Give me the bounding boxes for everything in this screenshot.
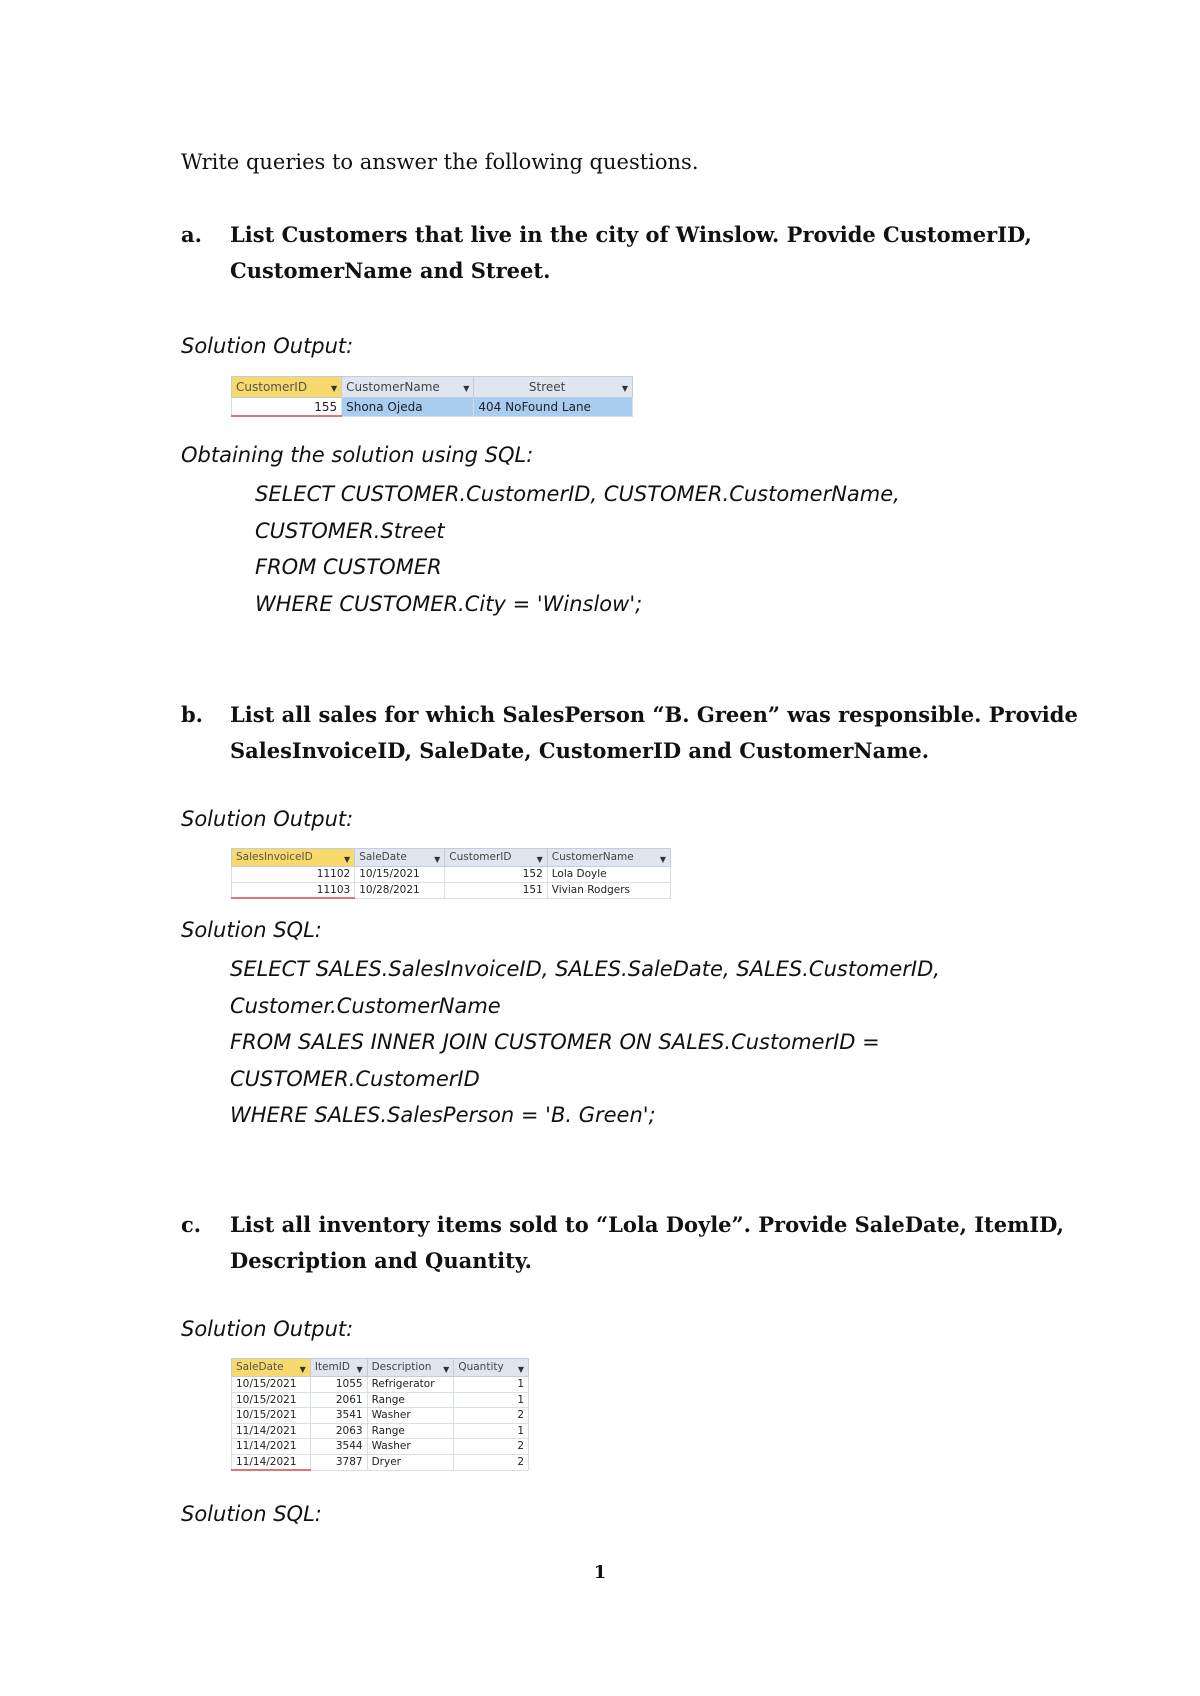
table-row <box>232 882 671 898</box>
sql-line: SELECT CUSTOMER.CustomerID, CUSTOMER.CustomerName, <box>255 482 900 506</box>
question-b-letter: b. <box>181 702 203 727</box>
dropdown-arrow-icon: ▼ <box>621 384 628 393</box>
column-header: CustomerName ▼ <box>342 377 474 398</box>
column-header: Quantity ▼ <box>454 1359 529 1377</box>
sql-line: CUSTOMER.Street <box>255 518 445 543</box>
table-cell: Vivian Rodgers <box>547 882 670 898</box>
column-header: SalesInvoiceID ▼ <box>232 849 355 867</box>
question-a-line1: List Customers that live in the city of Winslow. Provide CustomerID, <box>230 222 1032 247</box>
table-cell: 2063 <box>310 1423 367 1439</box>
table-row <box>232 1439 529 1455</box>
table-cell: 2 <box>454 1439 529 1455</box>
question-c-line2: Description and Quantity. <box>230 1248 532 1273</box>
question-c-line1: List all inventory items sold to “Lola Doyle”. Provide SaleDate, ItemID, <box>230 1212 1064 1237</box>
table-cell: 2 <box>454 1408 529 1424</box>
dropdown-arrow-icon: ▼ <box>344 855 351 864</box>
sql-line: Customer.CustomerName <box>230 993 501 1018</box>
sql-line: FROM SALES INNER JOIN CUSTOMER ON SALES.CustomerID = <box>230 1030 880 1054</box>
question-b-result-table <box>231 848 671 899</box>
table-cell: Washer <box>367 1408 454 1424</box>
question-c-sql-label: Solution SQL: <box>181 1502 322 1526</box>
sql-line: WHERE SALES.SalesPerson = 'B. Green'; <box>230 1103 656 1127</box>
table-cell: 10/15/2021 <box>232 1377 311 1393</box>
question-c-letter: c. <box>181 1212 202 1237</box>
table-cell: 2 <box>454 1454 529 1470</box>
table-cell: Dryer <box>367 1454 454 1470</box>
question-a-line2: CustomerName and Street. <box>230 258 551 283</box>
question-b-sql <box>230 951 940 1134</box>
dropdown-arrow-icon: ▼ <box>659 855 666 864</box>
column-header: CustomerName ▼ <box>547 849 670 867</box>
table-row <box>232 867 671 883</box>
table-cell: 11/14/2021 <box>232 1439 311 1455</box>
table-row <box>232 1408 529 1424</box>
column-header: ItemID ▼ <box>310 1359 367 1377</box>
table-cell: 1 <box>454 1423 529 1439</box>
table-row <box>232 398 633 417</box>
question-a-output-label: Solution Output: <box>181 334 354 358</box>
question-a-text <box>230 217 1032 289</box>
table-cell: Refrigerator <box>367 1377 454 1393</box>
question-a-letter: a. <box>181 222 202 247</box>
question-b-output-label: Solution Output: <box>181 807 354 831</box>
table-header-row <box>232 849 671 867</box>
table-row <box>232 1377 529 1393</box>
dropdown-arrow-icon: ▼ <box>536 855 543 864</box>
table-row <box>232 1392 529 1408</box>
question-c-output-label: Solution Output: <box>181 1317 354 1341</box>
dropdown-arrow-icon: ▼ <box>463 384 470 393</box>
sql-line: SELECT SALES.SalesInvoiceID, SALES.SaleDate, SALES.CustomerID, <box>230 957 940 981</box>
dropdown-arrow-icon: ▼ <box>356 1365 363 1374</box>
sort-arrow-icon: ▼ <box>299 1365 306 1374</box>
table-cell: Washer <box>367 1439 454 1455</box>
table-cell: 3787 <box>310 1454 367 1470</box>
column-header: Street ▼ <box>474 377 633 398</box>
table-cell: 11102 <box>232 867 355 883</box>
dropdown-arrow-icon: ▼ <box>330 384 338 393</box>
table-row <box>232 1454 529 1470</box>
question-a-sql <box>255 476 900 622</box>
table-cell: 155 <box>232 398 342 417</box>
table-cell: 1 <box>454 1392 529 1408</box>
table-cell: 11/14/2021 <box>232 1423 311 1439</box>
table-cell: 3541 <box>310 1408 367 1424</box>
table-cell: Shona Ojeda <box>342 398 474 417</box>
table-cell: 10/28/2021 <box>355 882 445 898</box>
sql-line: WHERE CUSTOMER.City = 'Winslow'; <box>255 591 643 616</box>
table-cell: 10/15/2021 <box>355 867 445 883</box>
column-header: CustomerID ▼ <box>232 377 342 398</box>
question-b-line1: List all sales for which SalesPerson “B. Green” was responsible. Provide <box>230 702 1078 727</box>
column-header: CustomerID ▼ <box>445 849 548 867</box>
table-cell: Lola Doyle <box>547 867 670 883</box>
question-a-sql-label: Obtaining the solution using SQL: <box>181 443 534 467</box>
page-number: 1 <box>593 1562 607 1583</box>
question-a-result-table <box>231 376 633 417</box>
table-cell: 404 NoFound Lane <box>474 398 633 417</box>
table-cell: 10/15/2021 <box>232 1392 311 1408</box>
question-b-sql-label: Solution SQL: <box>181 918 322 942</box>
table-cell: 11103 <box>232 882 355 898</box>
dropdown-arrow-icon: ▼ <box>443 1365 450 1374</box>
sql-line: FROM CUSTOMER <box>255 555 442 579</box>
table-header-row <box>232 1359 529 1377</box>
question-c-result-table <box>231 1358 529 1471</box>
table-cell: 1 <box>454 1377 529 1393</box>
question-b-line2: SalesInvoiceID, SaleDate, CustomerID and CustomerName. <box>230 738 930 763</box>
table-cell: 2061 <box>310 1392 367 1408</box>
intro-text: Write queries to answer the following questions. <box>181 150 699 174</box>
table-cell: 11/14/2021 <box>232 1454 311 1470</box>
table-row <box>232 1423 529 1439</box>
dropdown-arrow-icon: ▼ <box>517 1365 524 1374</box>
table-cell: Range <box>367 1392 454 1408</box>
table-header-row <box>232 377 633 398</box>
table-cell: Range <box>367 1423 454 1439</box>
dropdown-arrow-icon: ▼ <box>434 855 441 864</box>
table-cell: 151 <box>445 882 548 898</box>
column-header: SaleDate ▼ <box>355 849 445 867</box>
table-cell: 1055 <box>310 1377 367 1393</box>
question-b-text <box>230 697 1078 769</box>
table-cell: 152 <box>445 867 548 883</box>
table-cell: 10/15/2021 <box>232 1408 311 1424</box>
sql-line: CUSTOMER.CustomerID <box>230 1066 480 1091</box>
table-cell: 3544 <box>310 1439 367 1455</box>
question-c-text <box>230 1207 1064 1279</box>
column-header: Description ▼ <box>367 1359 454 1377</box>
column-header: SaleDate ▼ <box>232 1359 311 1377</box>
